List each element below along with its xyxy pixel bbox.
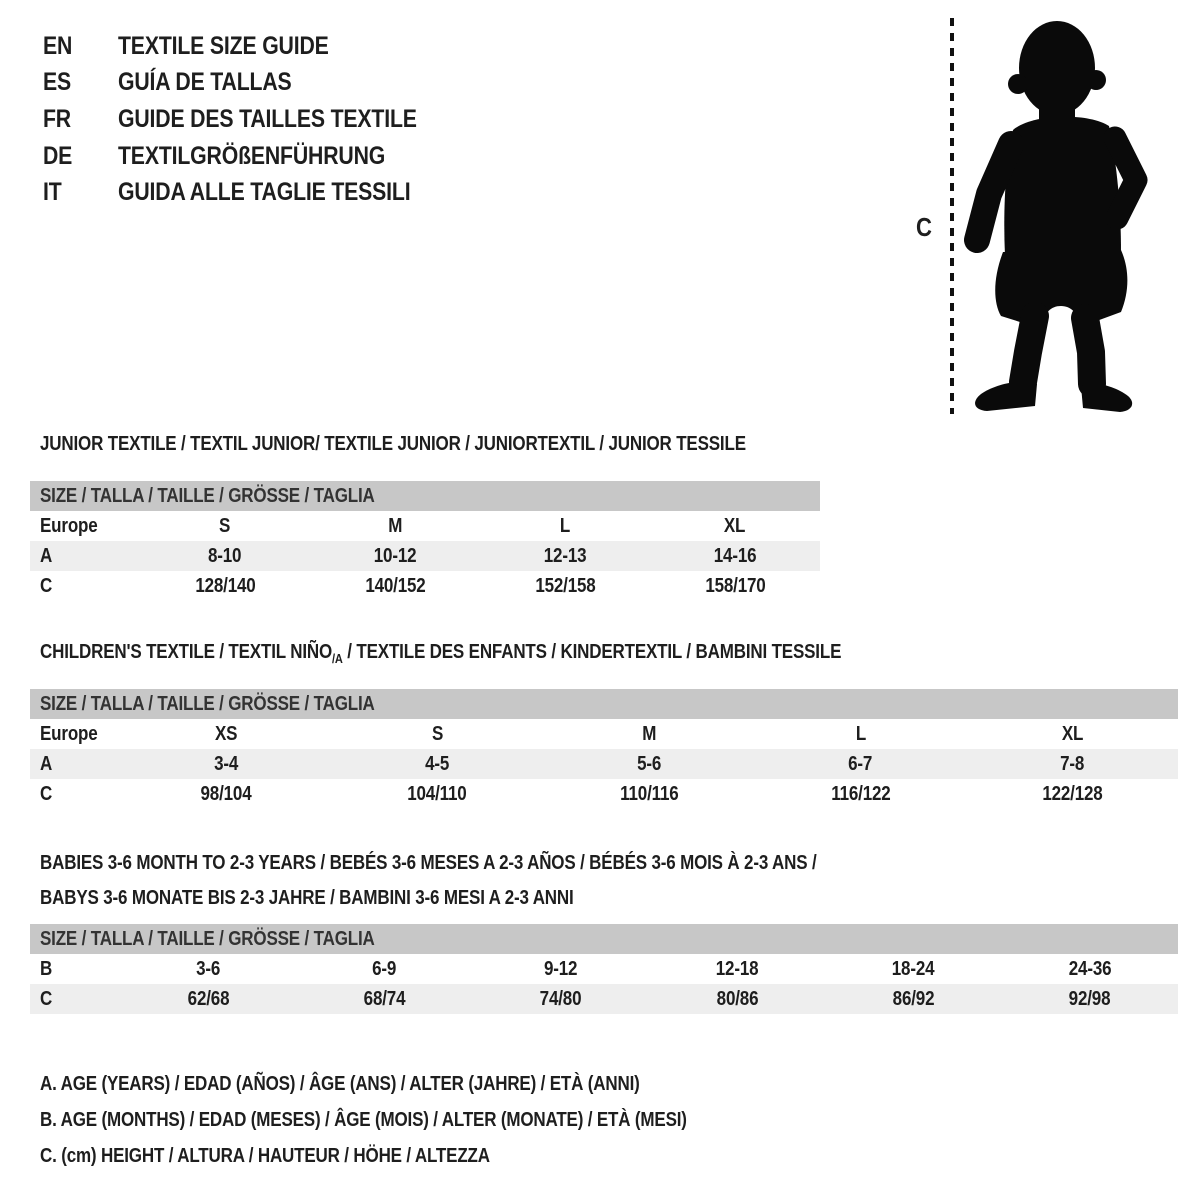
text: 128/140 [194, 574, 256, 597]
table-row-europe [30, 511, 820, 541]
page-title-de [118, 142, 432, 171]
text: 6-9 [372, 957, 397, 980]
age-cell [140, 541, 310, 571]
text: GUIDA ALLE TAGLIE TESSILI [118, 178, 411, 207]
text: SIZE / TALLA / TAILLE / GRÖSSE / TAGLIA [40, 927, 375, 950]
text: C [40, 987, 53, 1010]
table-row-height-cm [30, 571, 820, 601]
text: 110/116 [619, 782, 679, 805]
text: 140/152 [364, 574, 426, 597]
text: XL [1061, 722, 1083, 745]
table-row-age-years [30, 749, 1178, 779]
page-title-es [118, 68, 322, 97]
language-code [43, 142, 118, 171]
height-cell [1002, 984, 1178, 1014]
age-cell [649, 954, 825, 984]
text: B [40, 957, 53, 980]
text: GUÍA DE TALLAS [118, 68, 292, 97]
legend-height-cm [40, 1138, 801, 1174]
text: 122/128 [1042, 782, 1103, 805]
text: CHILDREN'S TEXTILE / TEXTIL $NIÑO_{/A}$ / TEXTILE DES ENFANTS / KINDERTEXTIL / BAMBINI TESSILE [40, 641, 842, 666]
text: GUIDE DES TAILLES TEXTILE [118, 104, 417, 133]
text: L [559, 514, 571, 537]
height-cell [332, 779, 544, 809]
text: IT [43, 178, 62, 207]
table-row-europe [30, 719, 1178, 749]
language-code [43, 178, 118, 207]
height-cell [296, 984, 472, 1014]
table-row-height-cm [30, 984, 1178, 1014]
size-cell [140, 511, 310, 541]
text: L [855, 722, 866, 745]
height-cell [120, 984, 296, 1014]
page-title-it [118, 178, 462, 207]
text: A [40, 752, 53, 775]
text: BABIES 3-6 MONTH TO 2-3 YEARS / BEBÉS 3-6 MESES A 2-3 AÑOS / BÉBÉS 3-6 MOIS À 2-3 ANS / [40, 852, 817, 874]
text: SIZE / TALLA / TAILLE / GRÖSSE / TAGLIA [40, 692, 375, 715]
age-cell [1002, 954, 1178, 984]
text: FR [43, 104, 71, 133]
babies-title-line1 [40, 846, 954, 881]
row-label [30, 511, 140, 541]
text: 9-12 [544, 957, 578, 980]
text: A [40, 544, 53, 567]
toddler-silhouette-figure [935, 12, 1165, 424]
age-cell [966, 749, 1178, 779]
table-row-age-months [30, 954, 1178, 984]
height-cell [543, 779, 755, 809]
size-cell [755, 719, 967, 749]
children-table-grid [30, 719, 1178, 809]
text: C [40, 574, 53, 597]
size-cell [543, 719, 755, 749]
size-header-bar [30, 481, 820, 511]
babies-size-table [30, 924, 1178, 1014]
text: TEXTILGRÖßENFÜHRUNG [118, 141, 386, 170]
text: C [40, 782, 53, 805]
text: 92/98 [1068, 987, 1111, 1010]
text: ES [43, 68, 72, 97]
height-cell [310, 571, 480, 601]
toddler-silhouette [975, 21, 1136, 412]
size-cell [650, 511, 820, 541]
text: 86/92 [892, 987, 935, 1010]
text: BABYS 3-6 MONATE BIS 2-3 JAHRE / BAMBINI 3-6 MESI A 2-3 ANNI [40, 887, 574, 909]
age-cell [332, 749, 544, 779]
text: 152/158 [534, 574, 596, 597]
text: 6-7 [848, 752, 873, 775]
text: M [388, 514, 402, 537]
junior-section-title [40, 432, 870, 456]
size-cell [480, 511, 650, 541]
age-cell [296, 954, 472, 984]
list-item [43, 174, 470, 211]
row-label [30, 719, 120, 749]
table-row-age-years [30, 541, 820, 571]
text: C [916, 212, 932, 242]
text: 8-10 [208, 544, 242, 567]
height-cell [473, 984, 649, 1014]
height-cell [649, 984, 825, 1014]
height-cell [966, 779, 1178, 809]
text: 14-16 [713, 544, 757, 567]
legend-age-months [40, 1102, 801, 1138]
junior-table-grid [30, 511, 820, 601]
age-cell [825, 954, 1001, 984]
children-section-title [40, 640, 983, 671]
page-title [118, 32, 366, 61]
text: 3-6 [196, 957, 221, 980]
language-code [43, 68, 118, 97]
age-cell [473, 954, 649, 984]
text: B. AGE (MONTHS) / EDAD (MESES) / ÂGE (MOIS) / ALTER (MONATE) / ETÀ (MESI) [40, 1108, 687, 1131]
text: 12-18 [715, 957, 759, 980]
page-title-fr [118, 105, 470, 134]
row-label [30, 779, 120, 809]
babies-title-line2 [40, 881, 954, 916]
text: 104/110 [407, 782, 468, 805]
age-cell [543, 749, 755, 779]
junior-size-table [30, 481, 820, 601]
row-label [30, 541, 140, 571]
text: 5-6 [636, 752, 662, 775]
size-cell [966, 719, 1178, 749]
text: 3-4 [213, 752, 238, 775]
text: 98/104 [200, 782, 252, 805]
text: S [431, 722, 443, 745]
text: EN [43, 31, 73, 60]
text: DE [43, 141, 73, 170]
text: 10-12 [373, 544, 417, 567]
age-cell [480, 541, 650, 571]
list-item [43, 101, 470, 138]
age-cell [120, 749, 332, 779]
size-header-bar [30, 924, 1178, 954]
text: 158/170 [704, 574, 766, 597]
text: Europe [40, 514, 98, 537]
legend-age-years [40, 1066, 801, 1102]
measure-legend [40, 1066, 801, 1174]
text: 74/80 [539, 987, 582, 1010]
size-cell [120, 719, 332, 749]
language-code [43, 105, 118, 134]
text: XS [214, 722, 237, 745]
age-cell [120, 954, 296, 984]
text: Europe [40, 722, 98, 745]
text: C. (cm) HEIGHT / ALTURA / HAUTEUR / HÖHE / ALTEZZA [40, 1144, 490, 1167]
size-header-bar [30, 689, 1178, 719]
text: A. AGE (YEARS) / EDAD (AÑOS) / ÂGE (ANS) / ALTER (JAHRE) / ETÀ (ANNI) [40, 1072, 640, 1095]
age-cell [310, 541, 480, 571]
text: 116/122 [830, 782, 891, 805]
size-cell [332, 719, 544, 749]
text: 24-36 [1068, 957, 1112, 980]
row-label [30, 571, 140, 601]
text: SIZE / TALLA / TAILLE / GRÖSSE / TAGLIA [40, 484, 375, 507]
height-cell [140, 571, 310, 601]
list-item [43, 28, 470, 65]
text: JUNIOR TEXTILE / TEXTIL JUNIOR/ TEXTILE JUNIOR / JUNIORTEXTIL / JUNIOR TESSILE [40, 433, 746, 455]
babies-table-grid [30, 954, 1178, 1014]
height-cell [120, 779, 332, 809]
text: XL [724, 514, 746, 537]
height-measure-label [916, 212, 935, 243]
text: 18-24 [892, 957, 935, 980]
age-cell [650, 541, 820, 571]
text: 68/74 [363, 987, 406, 1010]
table-row-height-cm [30, 779, 1178, 809]
language-code [43, 32, 118, 61]
row-label [30, 954, 120, 984]
text: TEXTILE SIZE GUIDE [118, 31, 329, 60]
age-cell [755, 749, 967, 779]
text: 12-13 [543, 544, 587, 567]
text: S [219, 514, 231, 537]
language-title-list [43, 28, 470, 211]
height-cell [480, 571, 650, 601]
children-size-table [30, 689, 1178, 809]
height-cell [825, 984, 1001, 1014]
text: 62/68 [187, 987, 230, 1010]
height-cell [650, 571, 820, 601]
list-item [43, 138, 470, 175]
row-label [30, 749, 120, 779]
babies-section-title [40, 846, 954, 916]
text: 7-8 [1060, 752, 1085, 775]
list-item [43, 65, 470, 102]
row-label [30, 984, 120, 1014]
size-cell [310, 511, 480, 541]
height-cell [755, 779, 967, 809]
text: 4-5 [425, 752, 450, 775]
text: 80/86 [716, 987, 758, 1010]
text: M [641, 722, 656, 745]
